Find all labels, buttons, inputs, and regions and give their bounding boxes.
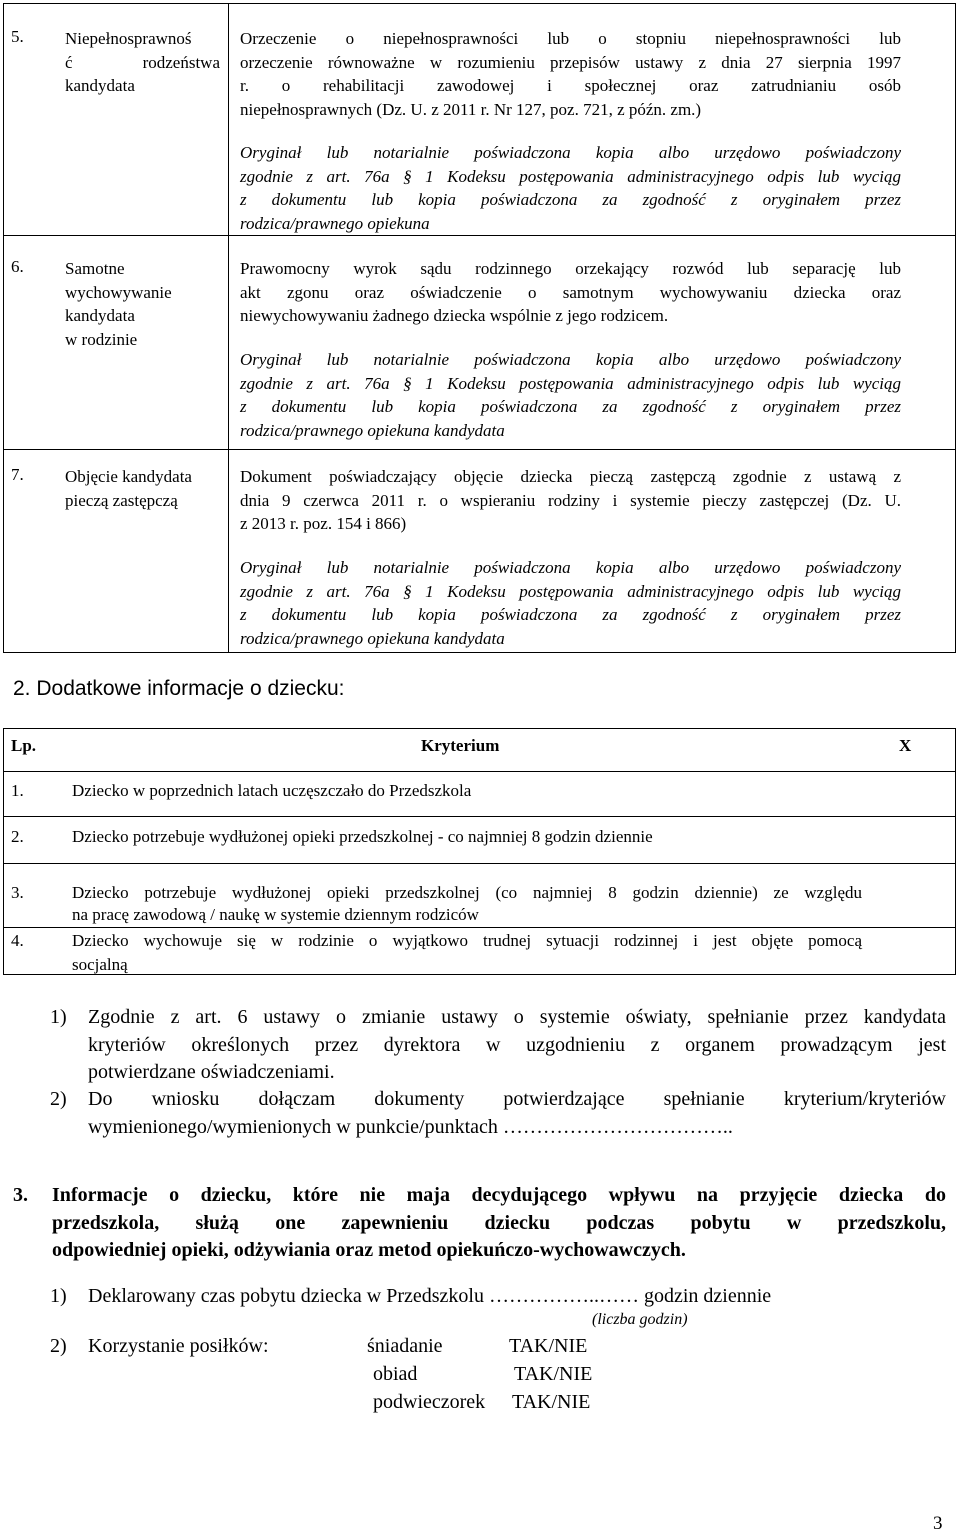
label-line: Samotne [65, 259, 125, 278]
note-line: Do wniosku dołączam dokumenty potwierdzające spełnianie kryterium/kryteriów [88, 1088, 946, 1110]
table-border [955, 728, 956, 975]
criterion-note [240, 348, 901, 442]
table-border [3, 3, 4, 653]
meal-name: obiad [373, 1363, 418, 1385]
criterion-document [240, 257, 901, 328]
row-number: 7. [11, 465, 24, 484]
table-border [228, 3, 229, 653]
criterion-document [240, 465, 901, 536]
criterion-text: Dziecko potrzebuje wydłużonej opieki przedszkolnej - co najmniej 8 godzin dziennie [72, 827, 653, 846]
heading-line: odpowiedniej opieki, odżywiania oraz metod opiekuńczo-wychowawczych. [52, 1239, 686, 1261]
criterion-line: Dziecko potrzebuje wydłużonej opieki przedszkolnej (co najmniej 8 godzin dziennie) ze względu [72, 883, 862, 902]
label-line: ć rodzeństwa [65, 52, 220, 72]
desc-line: r. o rehabilitacji zawodowej i społecznej oraz zatrudnianiu osób [240, 76, 901, 95]
page-number: 3 [933, 1513, 943, 1534]
meal-name: śniadanie [367, 1335, 443, 1357]
note-number: 1) [50, 1006, 67, 1028]
header-x: X [899, 736, 912, 755]
note-line: Oryginał lub notarialnie poświadczona kopia albo urzędowo poświadczony [240, 143, 901, 162]
note-text [88, 1086, 946, 1141]
row-number: 1. [11, 781, 24, 800]
note-line: rodzica/prawnego opiekuna kandydata [240, 628, 505, 648]
table-border [3, 728, 956, 729]
heading-line: Informacje o dziecku, które nie maja decydującego wpływu na przyjęcie dziecka do [52, 1184, 946, 1206]
desc-line: dnia 9 czerwca 2011 r. o wspieraniu rodziny i systemie pieczy zastępczej (Dz. U. [240, 490, 901, 510]
note-line: z dokumentu lub kopia poświadczona za zgodność z oryginałem przez [240, 397, 901, 416]
header-lp: Lp. [11, 736, 37, 755]
meals-label: Korzystanie posiłków: [88, 1335, 269, 1357]
table-border [3, 449, 956, 450]
table-border [3, 235, 956, 236]
note-line: wymienionego/wymienionych w punkcie/punktach …………………………….. [88, 1115, 733, 1138]
note-line: z dokumentu lub kopia poświadczona za zgodność z oryginałem przez [240, 605, 901, 624]
note-line: Oryginał lub notarialnie poświadczona kopia albo urzędowo poświadczony [240, 350, 901, 369]
criterion-label [65, 465, 220, 512]
note-line: Zgodnie z art. 6 ustawy o zmianie ustawy o systemie oświaty, spełnianie przez kandydata [88, 1006, 946, 1028]
desc-line: Prawomocny wyrok sądu rodzinnego orzekający rozwód lub separację lub [240, 259, 901, 278]
label-line: w rodzinie [65, 329, 138, 349]
table-border [3, 728, 4, 975]
row-number: 2. [11, 827, 24, 846]
label-line: kandydata [65, 76, 135, 95]
table-border [3, 863, 956, 864]
row-number: 6. [11, 257, 24, 276]
note-line: zgodnie z art. 76a § 1 Kodeksu postępowania administracyjnego odpis lub wyciąg [240, 166, 901, 186]
meal-choice[interactable]: TAK/NIE [514, 1363, 593, 1385]
criterion-line: socjalną [72, 954, 128, 974]
criterion-text: Dziecko w poprzednich latach uczęszczało do Przedszkola [72, 781, 472, 800]
criterion-label [65, 27, 220, 98]
meal-choice[interactable]: TAK/NIE [509, 1335, 588, 1357]
note-line: kryteriów określonych przez dyrektora w uzgodnieniu z organem prowadzącym jest [88, 1033, 946, 1056]
label-line: Niepełnosprawnoś [65, 29, 192, 48]
label-line: wychowywanie [65, 282, 172, 302]
criterion-line: Dziecko wychowuje się w rodzinie o wyjątkowo trudnej sytuacji rodzinnej i jest objęte pomocą [72, 931, 862, 950]
row-number: 3. [11, 883, 24, 902]
item-number: 1) [50, 1285, 67, 1307]
desc-line: Orzeczenie o niepełnosprawności lub o stopniu niepełnosprawności lub [240, 29, 901, 48]
criterion-text [72, 929, 862, 976]
table-border [3, 816, 956, 817]
item-number: 2) [50, 1335, 67, 1357]
desc-line: niewychowywaniu żadnego dziecka wspólnie z jego rodzicem. [240, 306, 669, 325]
table-border [3, 3, 956, 4]
label-line: pieczą zastępczą [65, 490, 178, 510]
note-line: z dokumentu lub kopia poświadczona za zgodność z oryginałem przez [240, 190, 901, 209]
criterion-text [72, 881, 862, 925]
label-line: kandydata [65, 306, 135, 325]
note-line: rodzica/prawnego opiekuna [240, 213, 430, 233]
desc-line: niepełnosprawnych (Dz. U. z 2011 r. Nr 127, poz. 721, z późn. zm.) [240, 99, 702, 119]
section-3-heading [52, 1182, 946, 1265]
desc-line: Dokument poświadczający objęcie dziecka pieczą zastępczą zgodnie z ustawą z [240, 467, 901, 486]
section-2-heading: 2. Dodatkowe informacje o dziecku: [13, 677, 345, 700]
criterion-document [240, 27, 901, 121]
hours-hint: (liczba godzin) [592, 1311, 688, 1328]
note-number: 2) [50, 1088, 67, 1110]
meal-name: podwieczorek [373, 1391, 486, 1413]
desc-line: orzeczenie równoważne w rozumieniu przepisów ustawy z dnia 27 sierpnia 1997 [240, 52, 901, 72]
header-kryterium: Kryterium [421, 736, 500, 755]
desc-line: z 2013 r. poz. 154 i 866) [240, 514, 407, 533]
criterion-label [65, 257, 220, 351]
criterion-line: na pracę zawodową / naukę w systemie dziennym rodziców [72, 904, 479, 924]
note-text [88, 1004, 946, 1087]
note-line: Oryginał lub notarialnie poświadczona kopia albo urzędowo poświadczony [240, 558, 901, 577]
note-line: rodzica/prawnego opiekuna kandydata [240, 420, 505, 440]
table-border [3, 652, 956, 653]
table-border [3, 927, 956, 928]
note-line: potwierdzane oświadczeniami. [88, 1061, 335, 1083]
row-number: 4. [11, 931, 24, 950]
row-number: 5. [11, 27, 24, 46]
section-3-number: 3. [13, 1184, 28, 1206]
note-line: zgodnie z art. 76a § 1 Kodeksu postępowania administracyjnego odpis lub wyciąg [240, 373, 901, 393]
criterion-note [240, 141, 901, 235]
label-line: Objęcie kandydata [65, 467, 192, 486]
meal-choice[interactable]: TAK/NIE [512, 1391, 591, 1413]
stay-duration-line: Deklarowany czas pobytu dziecka w Przedszkolu ……………..…… godzin dziennie [88, 1285, 772, 1307]
heading-line: przedszkola, służą one zapewnieniu dziecku podczas pobytu w przedszkolu, [52, 1211, 946, 1234]
table-border [3, 771, 956, 772]
desc-line: akt zgonu oraz oświadczenie o samotnym wychowywaniu dziecka oraz [240, 282, 901, 302]
note-line: zgodnie z art. 76a § 1 Kodeksu postępowania administracyjnego odpis lub wyciąg [240, 581, 901, 601]
table-border [955, 3, 956, 653]
criterion-note [240, 556, 901, 650]
